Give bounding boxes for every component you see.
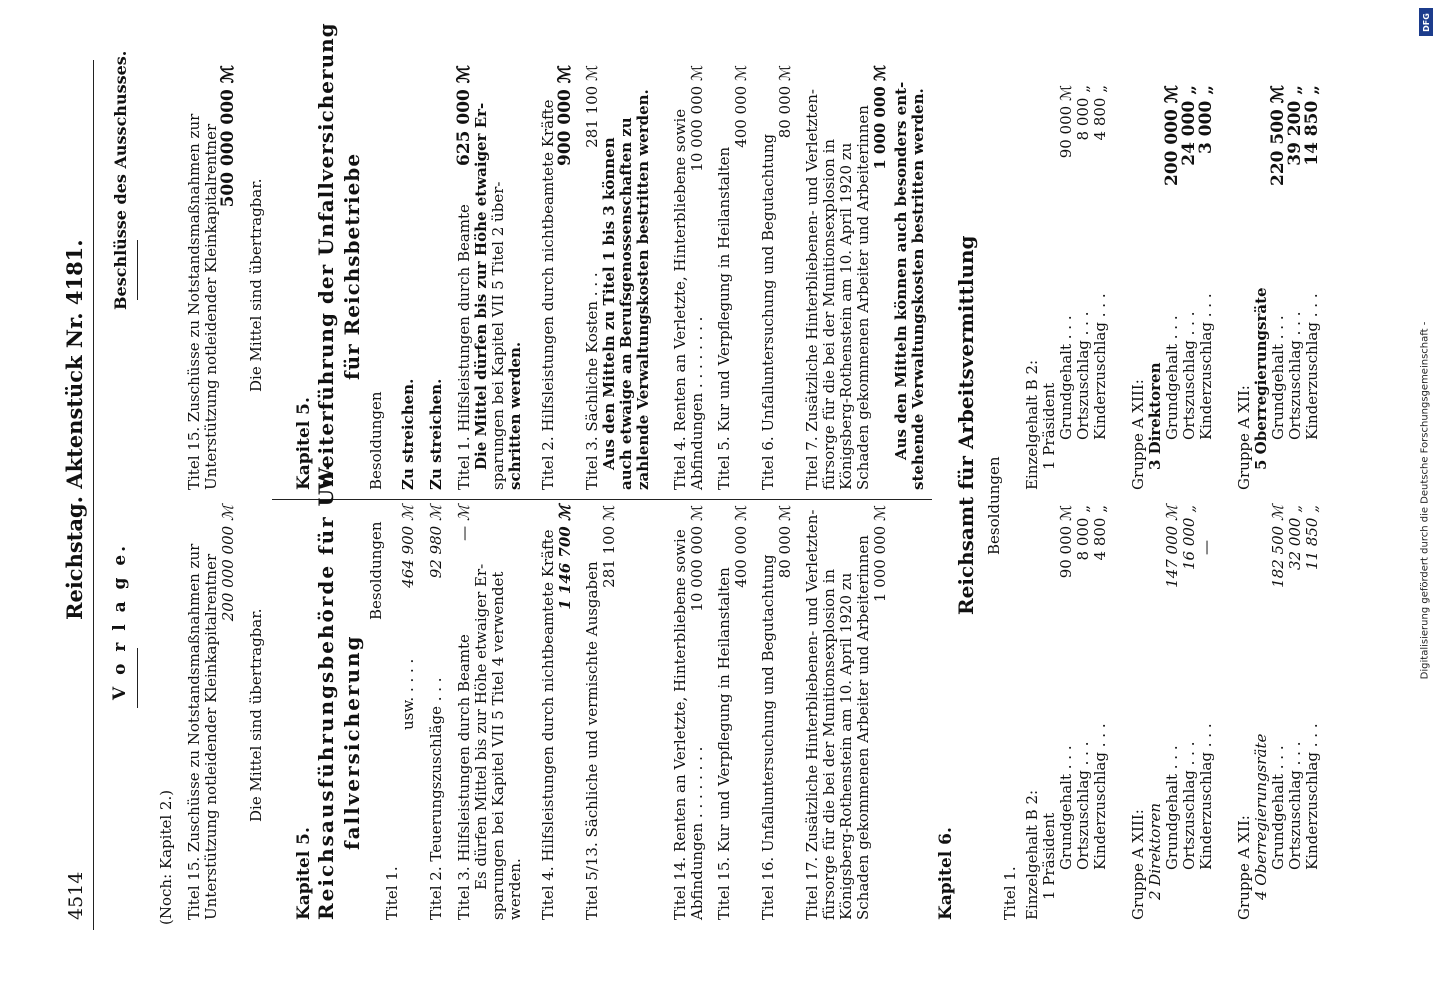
left-titel3-line4: werden. [506, 858, 524, 920]
right-note-line1: Aus den Mitteln können auch besonders ent- [892, 81, 910, 460]
lower-right-ortszuschlag-3-amount: 39 200 „ [1285, 85, 1305, 166]
kapitel6-besoldungen: Besoldungen [985, 456, 1003, 555]
left-titel2-amount: 92 980 ℳ [427, 505, 445, 579]
lower-left-ortszuschlag-1: Ortszuschlag . . . [1074, 741, 1092, 870]
left-kapitel5: Kapitel 5. [294, 827, 314, 920]
left-titel4: Titel 4. Hilfsleistungen durch nichtbeamtete Kräfte [539, 529, 557, 920]
left-titel3-line3: sparungen bei Kapitel VII 5 Titel 4 verwendet [489, 571, 507, 920]
right-titel7-line4: Schaden gekommenen Arbeiter und Arbeiterinnen [854, 105, 872, 490]
right-section-heading-1: Weiterführung der Unfallversicherung [314, 22, 338, 490]
lower-right-ortszuschlag-1-amount: 8 000 „ [1074, 85, 1092, 141]
lower-right-gruppe12: Gruppe A XII: [1235, 385, 1253, 490]
lower-left-kinderzuschlag-1-amount: 4 800 „ [1091, 505, 1109, 561]
lower-right-kinderzuschlag-3-amount: 14 850 „ [1302, 85, 1322, 166]
lower-left-kinderzuschlag-2: Kinderzuschlag . . . [1197, 723, 1215, 870]
left-titel16: Titel 16. Unfalluntersuchung und Begutachtung [759, 554, 777, 920]
left-titel3-line2: Es dürfen Mittel bis zur Höhe etwaiger Er- [472, 563, 490, 890]
lower-left-grundgehalt-3: Grundgehalt . . . [1269, 745, 1287, 870]
left-titel3-amount: — ℳ [455, 505, 473, 541]
lower-left-kinderzuschlag-3-amount: 11 850 „ [1303, 505, 1321, 571]
left-titel15b: Titel 15. Kur und Verpflegung in Heilanstalten [715, 567, 733, 920]
left-besoldungen: Besoldungen [367, 521, 385, 620]
right-titel1-line4: schritten werden. [506, 341, 524, 490]
right-titel3-line1: Titel 3. Sächliche Kosten . . . [583, 272, 601, 490]
left-titel15-line2: Unterstützung notleidender Kleinkapitalrentner [202, 553, 220, 920]
right-titel15-line1: Titel 15. Zuschüsse zu Notstandsmaßnahmen zur [185, 113, 203, 490]
lower-left-grundgehalt-1-amount: 90 000 ℳ [1057, 505, 1075, 579]
lower-left-praesident: 1 Präsident [1040, 812, 1058, 900]
right-titel7-line3: Königsberg-Rothenstein am 10. April 1920 zu [837, 142, 855, 490]
dfg-logo-icon [1419, 8, 1433, 36]
left-titel17-line2: fürsorge für die bei der Munitionsexplosion in [820, 568, 838, 920]
left-titel3-line1: Titel 3. Hilfsleistungen durch Beamte [455, 634, 473, 920]
lower-right-ortszuschlag-1: Ortszuschlag . . . [1074, 311, 1092, 440]
right-titel7-amount: 1 000 000 ℳ [871, 65, 889, 170]
lower-right-ortszuschlag-2-amount: 24 000 „ [1179, 85, 1199, 166]
kapitel6-heading: Reichsamt für Arbeitsvermittlung [954, 235, 978, 615]
lower-right-ortszuschlag-3: Ortszuschlag . . . [1286, 311, 1304, 440]
lower-left-oberregierungsraete: 4 Oberregierungsräte [1252, 733, 1270, 900]
left-titel513: Titel 5/13. Sächliche und vermischte Ausgaben [583, 561, 601, 920]
page-number: 4514 [65, 871, 87, 920]
dfg-logo-text: DFG [1421, 12, 1431, 32]
right-titel4-amount: 10 000 000 ℳ [688, 65, 706, 172]
right-titel5: Titel 5. Kur und Verpflegung in Heilanstalten [715, 146, 733, 490]
vorlage-heading: V o r l a g e. [110, 542, 130, 700]
left-titel15-amount: 200 000 000 ℳ [219, 505, 237, 622]
left-titel513-amount: 281 100 ℳ [600, 505, 618, 588]
left-titel17-line1: Titel 17. Zusätzliche Hinterbliebenen- und Verletzten- [803, 509, 821, 920]
lower-left-gruppe12: Gruppe A XII: [1235, 815, 1253, 920]
left-titel17-amount: 1 000 000 ℳ [871, 505, 889, 603]
lower-left-kinderzuschlag-3: Kinderzuschlag . . . [1303, 723, 1321, 870]
right-titel6: Titel 6. Unfalluntersuchung und Begutachtung [759, 133, 777, 490]
right-titel5-amount: 400 000 ℳ [732, 65, 750, 148]
left-titel17-line3: Königsberg-Rothenstein am 10. April 1920 zu [837, 572, 855, 920]
right-kapitel5: Kapitel 5. [294, 397, 314, 490]
lower-left-grundgehalt-2-amount: 147 000 ℳ [1163, 505, 1181, 588]
lower-left-kinderzuschlag-1: Kinderzuschlag . . . [1091, 723, 1109, 870]
lower-left-grundgehalt-2: Grundgehalt . . . [1163, 745, 1181, 870]
lower-left-ortszuschlag-3: Ortszuschlag . . . [1286, 741, 1304, 870]
dfg-funding-text: Digitalisierung gefördert durch die Deutsche Forschungsgemeinschaft - [1419, 321, 1431, 679]
left-section-heading-1: Reichsausführungsbehörde für Un- [314, 460, 338, 920]
lower-left-direktoren: 2 Direktoren [1146, 802, 1164, 900]
lower-right-grundgehalt-3: Grundgehalt . . . [1269, 315, 1287, 440]
right-titel15-amount: 500 000 000 ℳ [218, 65, 238, 208]
lower-left-gruppe13: Gruppe A XIII: [1129, 809, 1147, 920]
right-titel1-amount: 625 000 ℳ [454, 65, 474, 166]
right-titel6-amount: 80 000 ℳ [776, 65, 794, 139]
lower-left-ortszuschlag-2: Ortszuschlag . . . [1180, 741, 1198, 870]
lower-left-ortszuschlag-3-amount: 32 000 „ [1286, 505, 1304, 571]
noch-kapitel: (Noch: Kapitel 2.) [157, 789, 175, 925]
right-titel7-line1: Titel 7. Zusätzliche Hinterbliebenen- und Verletzten- [803, 89, 821, 490]
left-usw: usw. . . . . [399, 658, 417, 730]
column-divider [272, 499, 932, 500]
lower-left-titel1: Titel 1. [1001, 866, 1019, 920]
lower-left-ortszuschlag-1-amount: 8 000 „ [1074, 505, 1092, 561]
lower-left-ortszuschlag-2-amount: 16 000 „ [1180, 505, 1198, 571]
left-usw-amount: 464 900 ℳ [399, 505, 417, 588]
left-titel16-amount: 80 000 ℳ [776, 505, 794, 579]
right-titel7-line2: fürsorge für die bei der Munitionsexplosion in [820, 138, 838, 490]
lower-right-grundgehalt-1: Grundgehalt . . . [1057, 315, 1075, 440]
right-titel4-line1: Titel 4. Renten an Verletzte, Hinterbliebene sowie [671, 108, 689, 490]
left-mittel-text: Die Mittel sind übertragbar. [247, 608, 265, 822]
right-titel3-line2: Aus den Mitteln zu Titel 1 bis 3 können [600, 137, 618, 470]
vorlage-rule [137, 648, 138, 708]
lower-right-direktoren: 3 Direktoren [1146, 362, 1164, 470]
lower-right-oberregierungsraete: 5 Oberregierungsräte [1252, 287, 1270, 470]
beschluesse-heading: Beschlüsse des Ausschusses. [111, 50, 130, 310]
right-titel3-line4: zahlende Verwaltungskosten bestritten werden. [634, 89, 652, 490]
left-titel2: Titel 2. Teuerungszuschläge . . . [427, 677, 445, 920]
left-titel14-line1: Titel 14. Renten an Verletzte, Hinterbliebene sowie [671, 529, 689, 920]
right-titel1-line3: sparungen bei Kapitel VII 5 Titel 2 über- [489, 181, 507, 490]
right-streichen-1: Zu streichen. [399, 378, 417, 490]
left-titel14-line2: Abfindungen . . . . . . . . [688, 746, 706, 920]
lower-right-kinderzuschlag-1-amount: 4 800 „ [1091, 85, 1109, 141]
left-section-heading-2: fallversicherung [340, 634, 364, 850]
lower-left-grundgehalt-1: Grundgehalt . . . [1057, 745, 1075, 870]
lower-right-praesident: 1 Präsident [1040, 382, 1058, 470]
right-besoldungen: Besoldungen [367, 391, 385, 490]
lower-left-grundgehalt-3-amount: 182 500 ℳ [1269, 505, 1287, 588]
kapitel6: Kapitel 6. [936, 827, 956, 920]
left-titel14-amount: 10 000 000 ℳ [688, 505, 706, 612]
lower-right-grundgehalt-2-amount: 200 000 ℳ [1162, 85, 1182, 186]
left-titel15b-amount: 400 000 ℳ [732, 505, 750, 588]
lower-right-grundgehalt-1-amount: 90 000 ℳ [1057, 85, 1075, 159]
lower-right-grundgehalt-3-amount: 220 500 ℳ [1268, 85, 1288, 186]
left-titel1: Titel 1. [383, 866, 401, 920]
lower-right-kinderzuschlag-3: Kinderzuschlag . . . [1303, 293, 1321, 440]
lower-left-kinderzuschlag-2-amount: — [1197, 540, 1215, 555]
right-mittel-text: Die Mittel sind übertragbar. [247, 178, 265, 392]
lower-right-ortszuschlag-2: Ortszuschlag . . . [1180, 311, 1198, 440]
lower-right-einzelgehalt: Einzelgehalt B 2: [1023, 359, 1041, 490]
lower-right-gruppe13: Gruppe A XIII: [1129, 379, 1147, 490]
dfg-funding-note [1416, 8, 1434, 992]
left-titel15-line1: Titel 15. Zuschüsse zu Notstandsmaßnahmen zur [185, 543, 203, 920]
right-titel1-line2: Die Mittel dürfen bis zur Höhe etwaiger Er- [472, 102, 490, 470]
right-titel2-amount: 900 000 ℳ [555, 65, 575, 166]
right-titel3-line3: auch etwaige an Berufsgenossenschaften zu [617, 117, 635, 490]
lower-right-kinderzuschlag-2-amount: 3 000 „ [1196, 85, 1216, 154]
beschluesse-rule [137, 240, 138, 300]
header-rule [93, 60, 94, 930]
right-titel4-line2: Abfindungen . . . . . . . . [688, 316, 706, 490]
right-titel15-line2: Unterstützung notleidender Kleinkapitalrentner [202, 123, 220, 490]
lower-right-kinderzuschlag-2: Kinderzuschlag . . . [1197, 293, 1215, 440]
right-titel3-amount: 281 100 ℳ [583, 65, 601, 148]
lower-right-grundgehalt-2: Grundgehalt . . . [1163, 315, 1181, 440]
right-note-line2: stehende Verwaltungskosten bestritten werden. [909, 88, 927, 490]
right-streichen-2: Zu streichen. [427, 378, 445, 490]
lower-left-einzelgehalt: Einzelgehalt B 2: [1023, 789, 1041, 920]
right-section-heading-2: für Reichsbetriebe [340, 152, 364, 380]
lower-right-kinderzuschlag-1: Kinderzuschlag . . . [1091, 293, 1109, 440]
page-title: Reichstag. Aktenstück Nr. 4181. [62, 239, 87, 620]
left-titel17-line4: Schaden gekommenen Arbeiter und Arbeiterinnen [854, 535, 872, 920]
right-titel2: Titel 2. Hilfsleistungen durch nichtbeamtete Kräfte [539, 99, 557, 490]
left-titel4-amount: 1 146 700 ℳ [556, 505, 574, 610]
right-titel1-line1: Titel 1. Hilfsleistungen durch Beamte [455, 204, 473, 490]
